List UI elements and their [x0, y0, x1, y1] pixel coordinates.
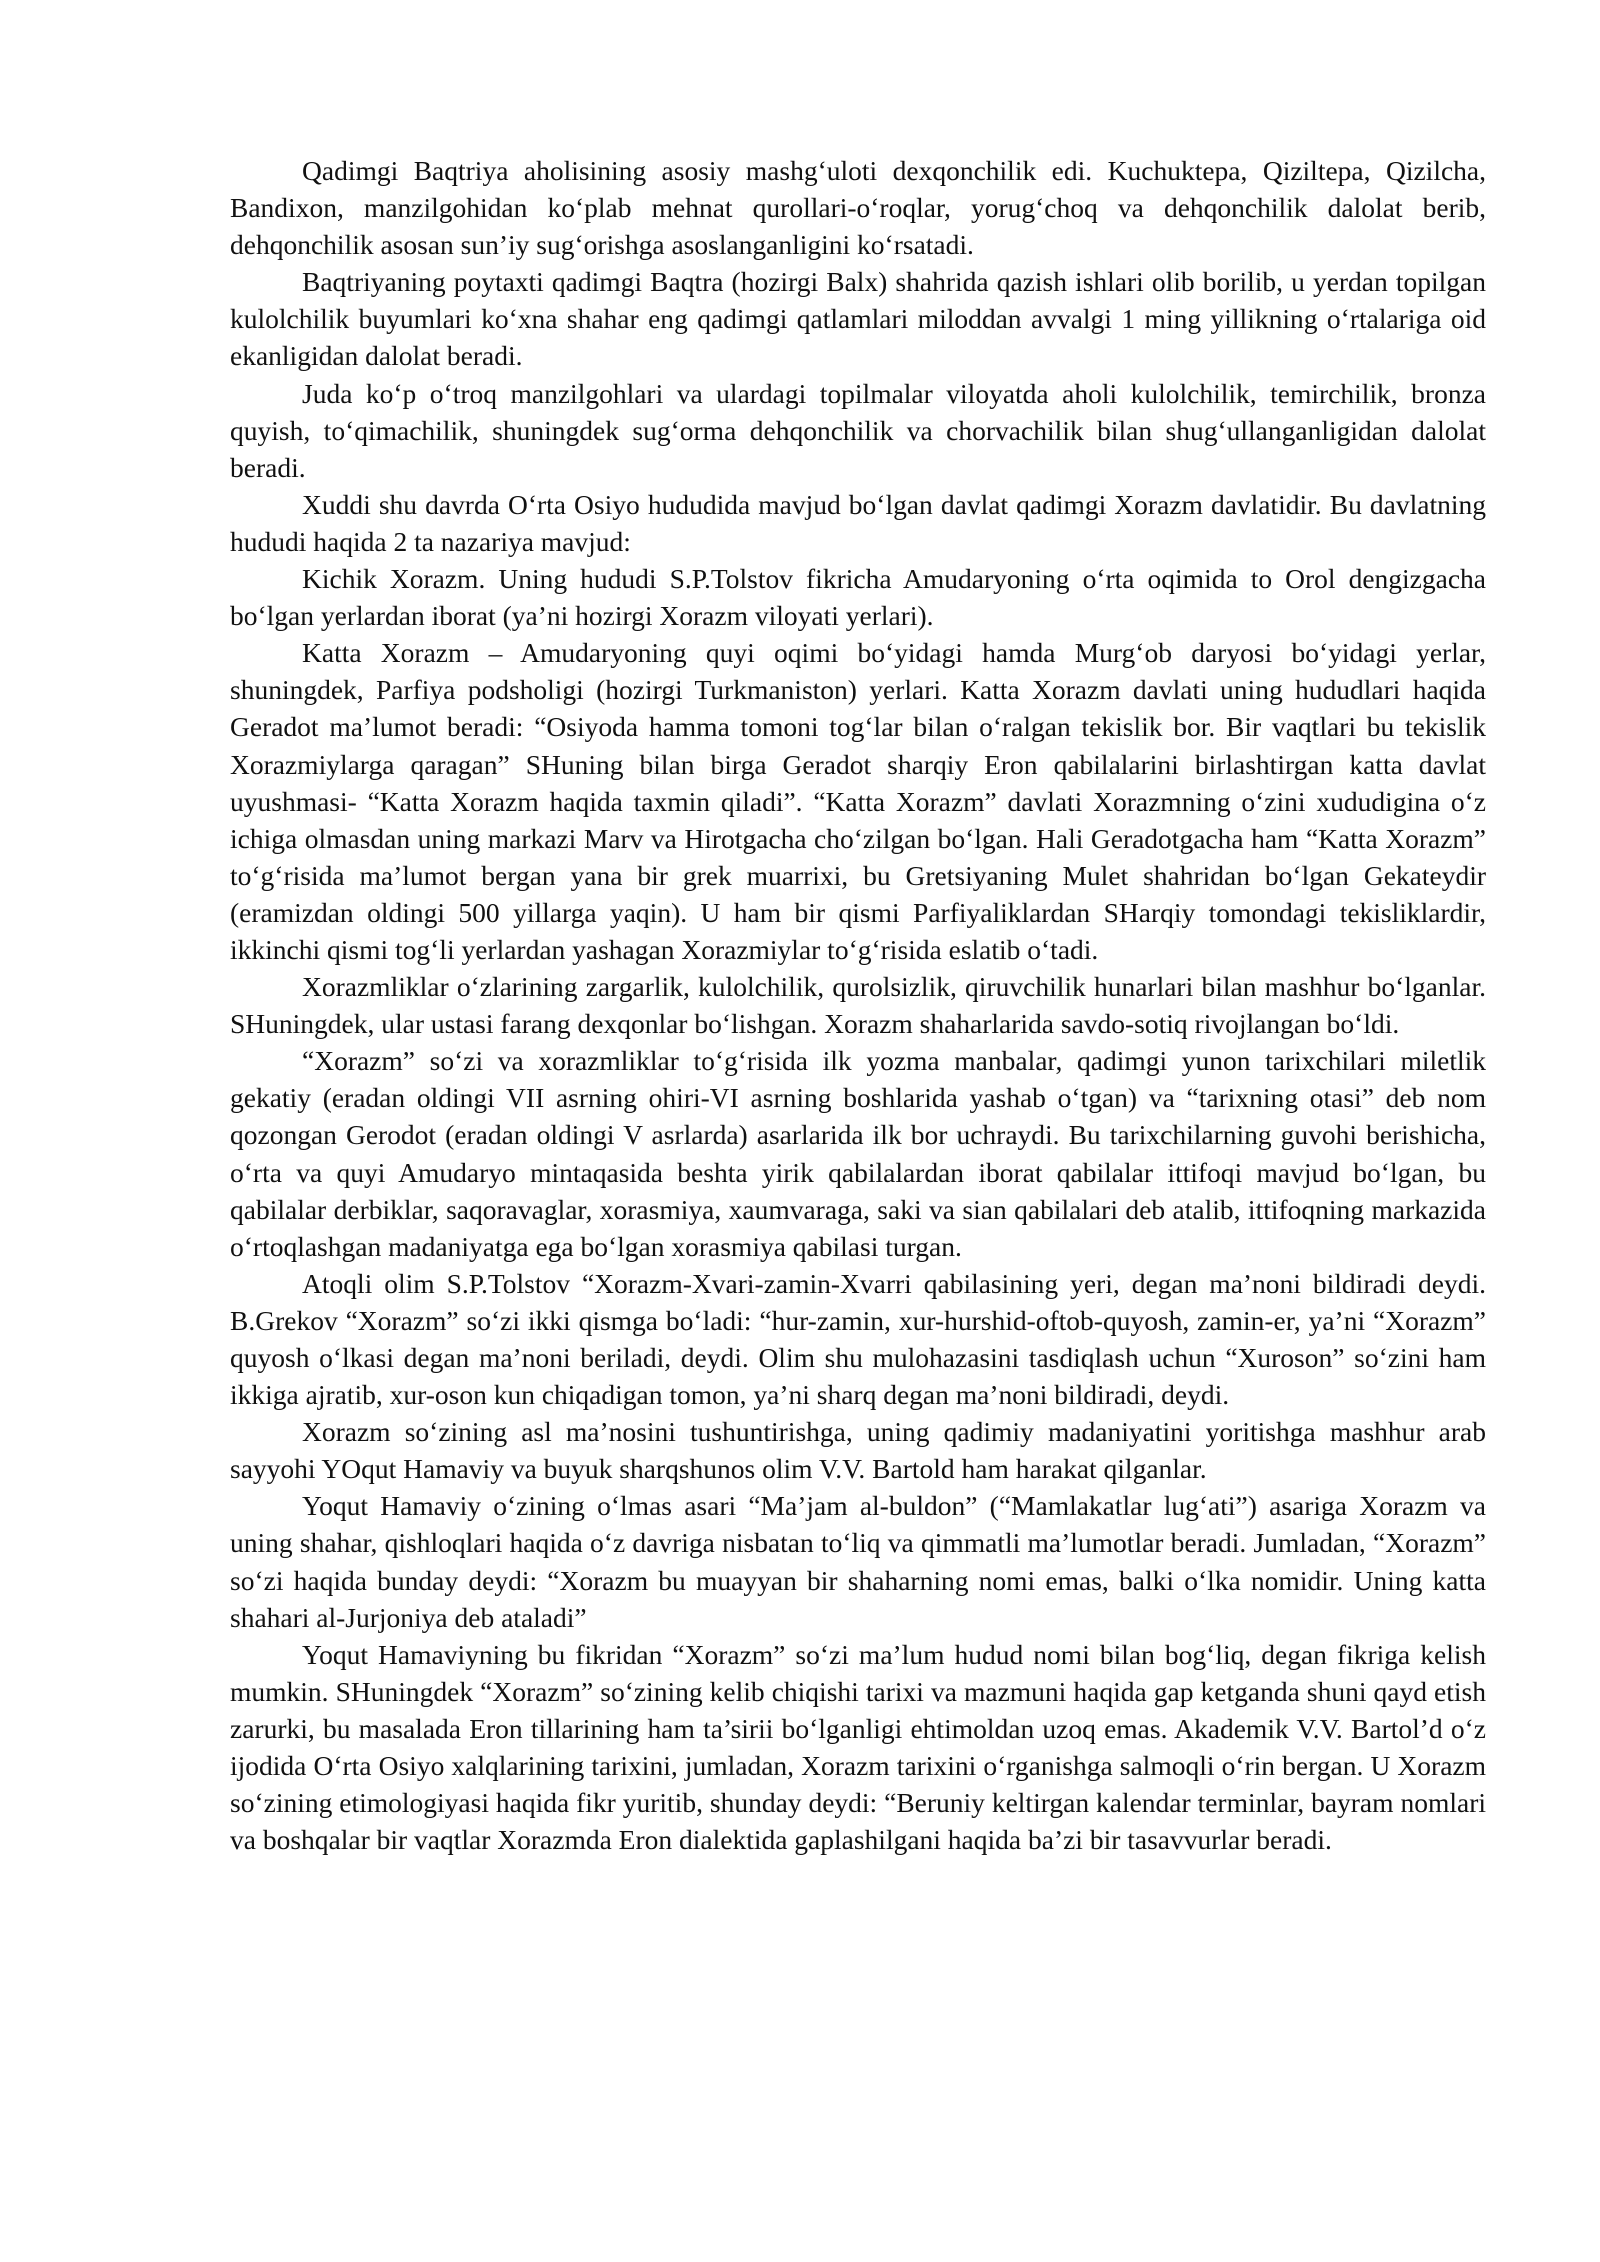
paragraph: Juda ko‘p o‘troq manzilgohlari va ulardagi topilmalar viloyatda aholi kulolchilik, temirchilik, bronza quyish, to‘qimachilik, shuningdek sug‘orma dehqonchilik va chorvachilik bilan shug‘ullanganligidan dalolat beradi.: [230, 377, 1486, 483]
paragraph: Qadimgi Baqtriya aholisining asosiy mashg‘uloti dexqonchilik edi. Kuchuktepa, Qiziltepa, Qizilcha, Bandixon, manzilgohidan ko‘plab mehnat qurollari-o‘roqlar, yorug‘choq va dehqonchilik dalolat berib, dehqonchilik asosan sun’iy sug‘orishga asoslanganligini ko‘rsatadi.: [230, 155, 1486, 261]
paragraph: Yoqut Hamaviyning bu fikridan “Xorazm” so‘zi ma’lum hudud nomi bilan bog‘liq, degan fikriga kelish mumkin. SHuningdek “Xorazm” so‘zining kelib chiqishi tarixi va mazmuni haqida gap ketganda shuni qayd etish zarurki, bu masalada Eron tillarining ham ta’sirii bo‘lganligi ehtimoldan uzoq emas. Akademik V.V. Bartol’d o‘z ijodida O‘rta Osiyo xalqlarining tarixini, jumladan, Xorazm tarixini o‘rganishga salmoqli o‘rin bergan. U Xorazm so‘zining etimologiyasi haqida fikr yuritib, shunday deydi: “Beruniy keltirgan kalendar terminlar, bayram nomlari va boshqalar bir vaqtlar Xorazmda Eron dialektida gaplashilgani haqida ba’zi bir tasavvurlar beradi.: [230, 1638, 1486, 1856]
paragraph: Xorazmliklar o‘zlarining zargarlik, kulolchilik, qurolsizlik, qiruvchilik hunarlari bilan mashhur bo‘lganlar. SHuningdek, ular ustasi farang dexqonlar bo‘lishgan. Xorazm shaharlarida savdo-sotiq rivojlangan bo‘ldi.: [230, 971, 1486, 1040]
paragraph: “Xorazm” so‘zi va xorazmliklar to‘g‘risida ilk yozma manbalar, qadimgi yunon tarixchilari miletlik gekatiy (eradan oldingi VII asrning ohiri-VI asrning boshlarida yashab o‘tgan) va “tarixning otasi” deb nom qozongan Gerodot (eradan oldingi V asrlarda) asarlarida ilk bor uchraydi. Bu tarixchilarning guvohi berishicha, o‘rta va quyi Amudaryo mintaqasida beshta yirik qabilalardan iborat qabilalar ittifoqi mavjud bo‘lgan, bu qabilalar derbiklar, saqoravaglar, xorasmiya, xaumvaraga, saki va sian qabilalari deb atalib, ittifoqning markazida o‘rtoqlashgan madaniyatga ega bo‘lgan xorasmiya qabilasi turgan.: [230, 1045, 1486, 1262]
document-body: [230, 152, 1486, 1858]
paragraph: Yoqut Hamaviy o‘zining o‘lmas asari “Ma’jam al-buldon” (“Mamlakatlar lug‘ati”) asariga Xorazm va uning shahar, qishloqlari haqida o‘z davriga nisbatan to‘liq va qimmatli ma’lumotlar beradi. Jumladan, “Xorazm” so‘zi haqida bunday deydi: “Xorazm bu muayyan bir shaharning nomi emas, balki o‘lka nomidir. Uning katta shahari al-Jurjoniya deb ataladi”: [230, 1490, 1486, 1633]
paragraph: Xuddi shu davrda O‘rta Osiyo hududida mavjud bo‘lgan davlat qadimgi Xorazm davlatidir. Bu davlatning hududi haqida 2 ta nazariya mavjud:: [230, 488, 1486, 557]
paragraph: Katta Xorazm – Amudaryoning quyi oqimi bo‘yidagi hamda Murg‘ob daryosi bo‘yidagi yerlar, shuningdek, Parfiya podsholigi (hozirgi Turkmaniston) yerlari. Katta Xorazm davlati uning hududlari haqida Geradot ma’lumot beradi: “Osiyoda hamma tomoni tog‘lar bilan o‘ralgan tekislik bor. Bir vaqtlari bu tekislik Xorazmiylarga qaragan” SHuning bilan birga Geradot sharqiy Eron qabilalarini birlashtirgan katta davlat uyushmasi- “Katta Xorazm haqida taxmin qiladi”. “Katta Xorazm” davlati Xorazmning o‘zini xududigina o‘z ichiga olmasdan uning markazi Marv va Hirotgacha cho‘zilgan bo‘lgan. Hali Geradotgacha ham “Katta Xorazm” to‘g‘risida ma’lumot bergan yana bir grek muarrixi, bu Gretsiyaning Mulet shahridan bo‘lgan Gekateydir (eramizdan oldingi 500 yillarga yaqin). U ham bir qismi Parfiyaliklardan SHarqiy tomondagi tekisliklardir, ikkinchi qismi tog‘li yerlardan yashagan Xorazmiylar to‘g‘risida eslatib o‘tadi.: [230, 637, 1486, 965]
paragraph: Atoqli olim S.P.Tolstov “Xorazm-Xvari-zamin-Xvarri qabilasining yeri, degan ma’noni bildiradi deydi. B.Grekov “Xorazm” so‘zi ikki qismga bo‘ladi: “hur-zamin, xur-hurshid-oftob-quyosh, zamin-er, ya’ni “Xorazm” quyosh o‘lkasi degan ma’noni beriladi, deydi. Olim shu mulohazasini tasdiqlash uchun “Xuroson” so‘zini ham ikkiga ajratib, xur-oson kun chiqadigan tomon, ya’ni sharq degan ma’noni bildiradi, deydi.: [230, 1267, 1486, 1411]
paragraph: Kichik Xorazm. Uning hududi S.P.Tolstov fikricha Amudaryoning o‘rta oqimida to Orol dengizgacha bo‘lgan yerlardan iborat (ya’ni hozirgi Xorazm viloyati yerlari).: [230, 563, 1486, 632]
paragraph: Xorazm so‘zining asl ma’nosini tushuntirishga, uning qadimiy madaniyatini yoritishga mashhur arab sayyohi YOqut Hamaviy va buyuk sharqshunos olim V.V. Bartold ham harakat qilganlar.: [230, 1416, 1486, 1485]
paragraph: Baqtriyaning poytaxti qadimgi Baqtra (hozirgi Balx) shahrida qazish ishlari olib borilib, u yerdan topilgan kulolchilik buyumlari ko‘xna shahar eng qadimgi qatlamlari miloddan avvalgi 1 ming yillikning o‘rtalariga oid ekanligidan dalolat beradi.: [230, 266, 1486, 372]
